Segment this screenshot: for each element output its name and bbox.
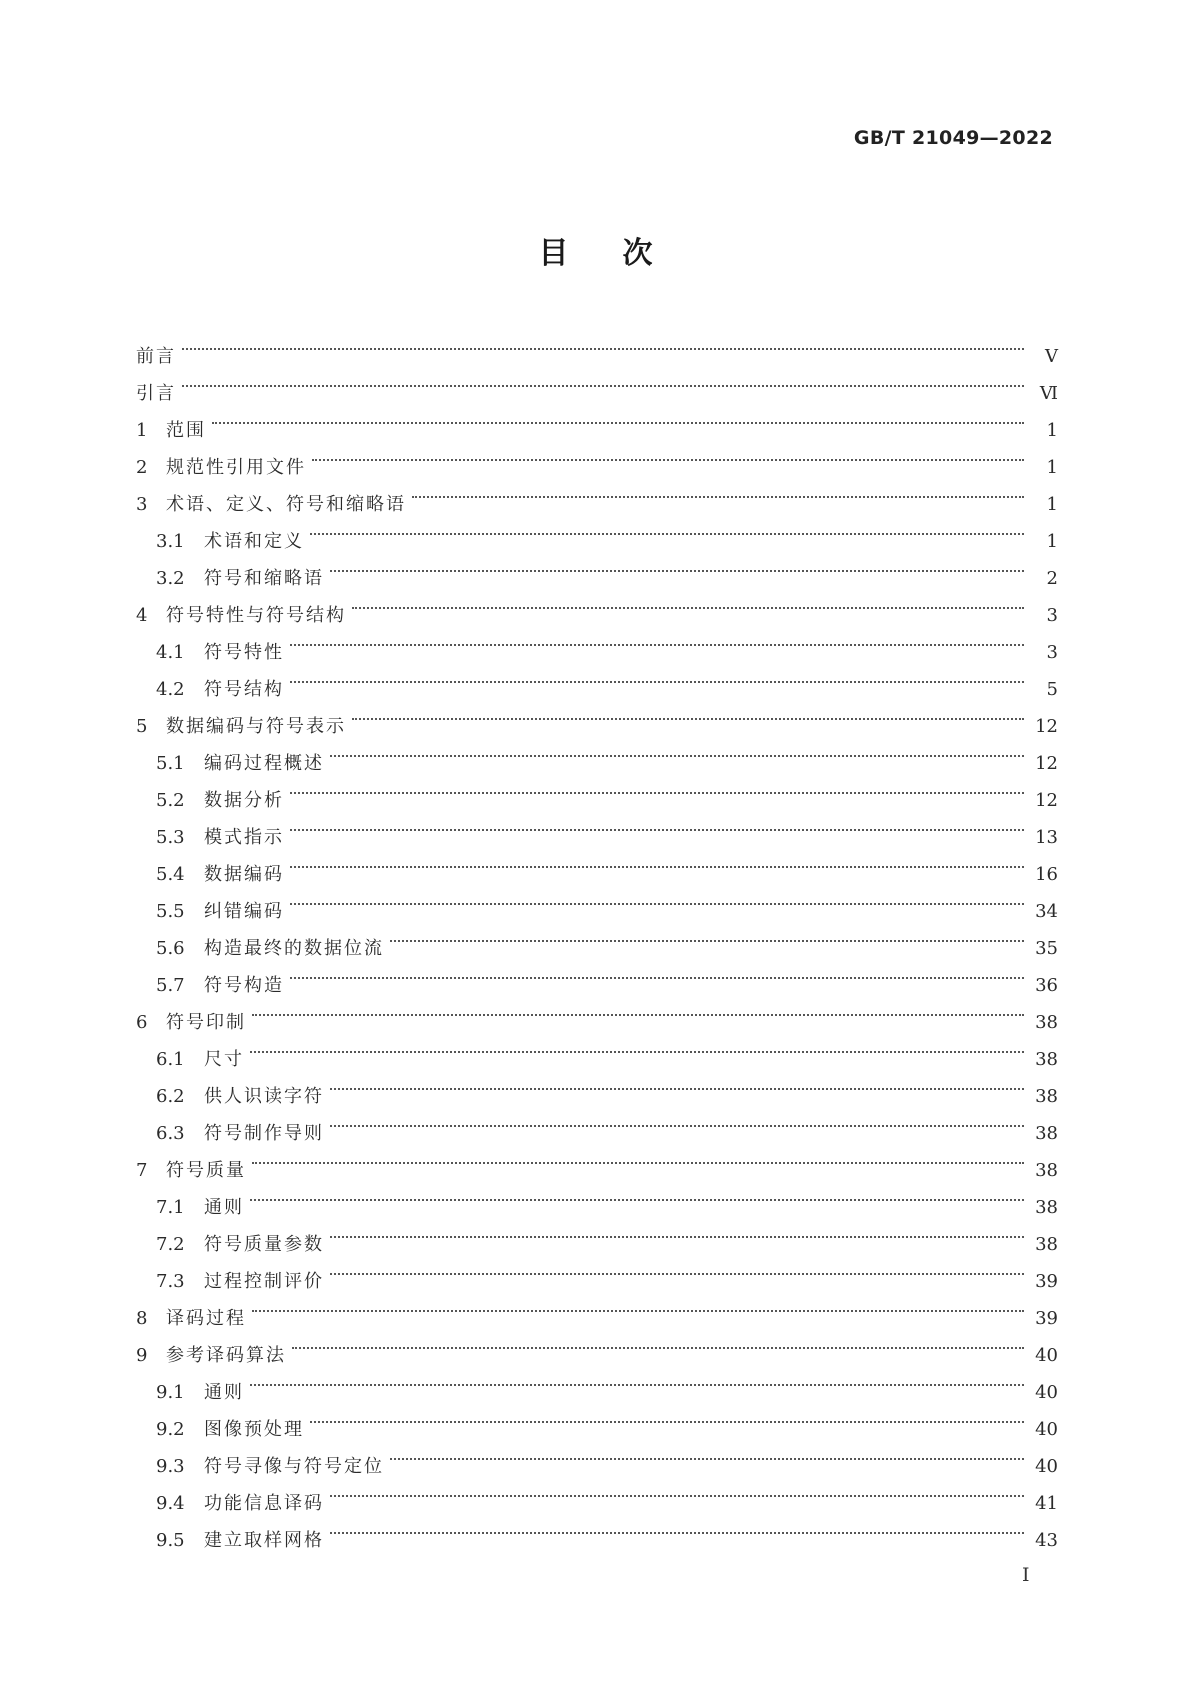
dot-leader xyxy=(252,991,1024,1028)
dot-leader xyxy=(352,584,1024,621)
toc-entry-page: 40 xyxy=(1035,1456,1058,1477)
toc-entry-label: 数据编码与符号表示 xyxy=(166,716,346,737)
toc-entry-page: Ⅴ xyxy=(1045,346,1058,367)
toc-entry[interactable] xyxy=(136,1324,1058,1366)
dot-leader xyxy=(330,1065,1024,1102)
toc-entry-page: 12 xyxy=(1035,716,1058,737)
toc-entry-label: 符号印制 xyxy=(166,1012,246,1033)
toc-entry-page: 38 xyxy=(1035,1160,1058,1181)
toc-entry-page: 43 xyxy=(1035,1530,1058,1551)
toc-entry-number: 5.3 xyxy=(156,827,185,848)
dot-leader xyxy=(250,1028,1024,1065)
toc-entry-page: 40 xyxy=(1035,1419,1058,1440)
toc-entry-page: 41 xyxy=(1035,1493,1058,1514)
toc-entry-label: 通则 xyxy=(204,1197,244,1218)
dot-leader xyxy=(330,1102,1024,1139)
toc-entry-number: 7.2 xyxy=(156,1234,185,1255)
toc-entry[interactable] xyxy=(136,399,1058,441)
toc-entry-label: 编码过程概述 xyxy=(204,753,324,774)
toc-entry-page: 34 xyxy=(1035,901,1058,922)
toc-entry-label: 前言 xyxy=(136,346,176,367)
toc-entry-page: 38 xyxy=(1035,1012,1058,1033)
toc-entry[interactable] xyxy=(136,325,1058,367)
toc-entry[interactable] xyxy=(136,436,1058,478)
toc-entry-label: 参考译码算法 xyxy=(166,1345,286,1366)
toc-entry-number: 7.1 xyxy=(156,1197,185,1218)
dot-leader xyxy=(290,806,1024,843)
toc-entry-page: 38 xyxy=(1035,1197,1058,1218)
toc-entry-page: 12 xyxy=(1035,753,1058,774)
dot-leader xyxy=(252,1139,1024,1176)
toc-entry-label: 符号特性与符号结构 xyxy=(166,605,346,626)
dot-leader xyxy=(390,917,1024,954)
toc-entry-page: 3 xyxy=(1046,642,1058,663)
toc-entry[interactable] xyxy=(136,1213,1058,1255)
dot-leader xyxy=(250,1176,1024,1213)
toc-entry-page: 16 xyxy=(1035,864,1058,885)
toc-entry-number: 9.3 xyxy=(156,1456,185,1477)
toc-entry-label: 纠错编码 xyxy=(204,901,284,922)
toc-entry-page: 38 xyxy=(1035,1234,1058,1255)
toc-entry-label: 符号结构 xyxy=(204,679,284,700)
toc-entry-label: 符号制作导则 xyxy=(204,1123,324,1144)
dot-leader xyxy=(292,1324,1024,1361)
dot-leader xyxy=(252,1287,1024,1324)
dot-leader xyxy=(312,436,1024,473)
toc-entry-number: 9.1 xyxy=(156,1382,185,1403)
toc-entry-number: 5.2 xyxy=(156,790,185,811)
toc-entry-label: 符号寻像与符号定位 xyxy=(204,1456,384,1477)
dot-leader xyxy=(290,621,1024,658)
toc-entry-label: 图像预处理 xyxy=(204,1419,304,1440)
toc-entry-page: 38 xyxy=(1035,1049,1058,1070)
toc-entry-page: 1 xyxy=(1046,494,1058,515)
toc-entry-label: 符号特性 xyxy=(204,642,284,663)
toc-entry[interactable] xyxy=(136,1065,1058,1107)
toc-entry-page: 5 xyxy=(1046,679,1058,700)
dot-leader xyxy=(330,1250,1024,1287)
dot-leader xyxy=(290,769,1024,806)
toc-entry-label: 供人识读字符 xyxy=(204,1086,324,1107)
toc-entry-number: 9.4 xyxy=(156,1493,185,1514)
toc-entry-page: 40 xyxy=(1035,1382,1058,1403)
toc-entry-number: 6.3 xyxy=(156,1123,185,1144)
dot-leader xyxy=(412,473,1024,510)
dot-leader xyxy=(290,658,1024,695)
dot-leader xyxy=(290,954,1024,991)
dot-leader xyxy=(290,843,1024,880)
toc-entry-number: 4 xyxy=(136,605,148,626)
toc-entry-page: 38 xyxy=(1035,1086,1058,1107)
toc-entry-number: 5.4 xyxy=(156,864,185,885)
toc-entry[interactable] xyxy=(136,1361,1058,1403)
toc-entry-number: 3 xyxy=(136,494,148,515)
toc-entry-number: 2 xyxy=(136,457,148,478)
toc-entry-label: 术语、定义、符号和缩略语 xyxy=(166,494,406,515)
dot-leader xyxy=(310,510,1024,547)
toc-entry-number: 5.6 xyxy=(156,938,185,959)
toc-entry-label: 建立取样网格 xyxy=(204,1530,324,1551)
toc-entry-number: 6.2 xyxy=(156,1086,185,1107)
toc-entry-label: 过程控制评价 xyxy=(204,1271,324,1292)
dot-leader xyxy=(310,1398,1024,1435)
toc-entry-label: 符号质量 xyxy=(166,1160,246,1181)
toc-entry-number: 5.1 xyxy=(156,753,185,774)
toc-entry-number: 9.5 xyxy=(156,1530,185,1551)
toc-entry-page: 3 xyxy=(1046,605,1058,626)
toc-entry[interactable] xyxy=(136,1287,1058,1329)
toc-entry-number: 1 xyxy=(136,420,148,441)
page-title: 目次 xyxy=(538,236,707,271)
toc-entry-number: 3.1 xyxy=(156,531,185,552)
toc-entry-page: Ⅵ xyxy=(1039,383,1058,404)
toc-entry-number: 6.1 xyxy=(156,1049,185,1070)
toc-entry-page: 40 xyxy=(1035,1345,1058,1366)
toc-entry-number: 7 xyxy=(136,1160,148,1181)
dot-leader xyxy=(182,325,1024,362)
toc-entry-page: 2 xyxy=(1046,568,1058,589)
toc-entry-number: 5.7 xyxy=(156,975,185,996)
toc-entry-label: 译码过程 xyxy=(166,1308,246,1329)
toc-entry[interactable] xyxy=(136,1139,1058,1181)
dot-leader xyxy=(330,732,1024,769)
toc-entry-label: 规范性引用文件 xyxy=(166,457,306,478)
table-of-contents xyxy=(136,325,1058,1551)
toc-entry-page: 13 xyxy=(1035,827,1058,848)
toc-entry-label: 范围 xyxy=(166,420,206,441)
toc-entry[interactable] xyxy=(136,1398,1058,1440)
dot-leader xyxy=(390,1435,1024,1472)
toc-entry[interactable] xyxy=(136,991,1058,1033)
toc-entry-page: 35 xyxy=(1035,938,1058,959)
dot-leader xyxy=(330,1213,1024,1250)
toc-entry-number: 8 xyxy=(136,1308,148,1329)
toc-entry-page: 1 xyxy=(1046,531,1058,552)
toc-entry-label: 功能信息译码 xyxy=(204,1493,324,1514)
toc-entry-label: 模式指示 xyxy=(204,827,284,848)
toc-entry-number: 5 xyxy=(136,716,148,737)
page-number: I xyxy=(1022,1564,1030,1586)
toc-entry-number: 3.2 xyxy=(156,568,185,589)
dot-leader xyxy=(290,880,1024,917)
toc-entry-number: 6 xyxy=(136,1012,148,1033)
toc-entry-page: 38 xyxy=(1035,1123,1058,1144)
toc-entry-page: 1 xyxy=(1046,420,1058,441)
toc-entry-label: 数据分析 xyxy=(204,790,284,811)
toc-entry-number: 7.3 xyxy=(156,1271,185,1292)
toc-entry-number: 5.5 xyxy=(156,901,185,922)
toc-entry-number: 4.2 xyxy=(156,679,185,700)
toc-entry-number: 9 xyxy=(136,1345,148,1366)
toc-entry-label: 符号质量参数 xyxy=(204,1234,324,1255)
toc-entry-label: 符号构造 xyxy=(204,975,284,996)
toc-entry-page: 36 xyxy=(1035,975,1058,996)
dot-leader xyxy=(212,399,1024,436)
toc-entry-page: 39 xyxy=(1035,1308,1058,1329)
toc-entry[interactable] xyxy=(136,1028,1058,1070)
toc-entry-label: 构造最终的数据位流 xyxy=(204,938,384,959)
toc-entry-label: 数据编码 xyxy=(204,864,284,885)
dot-leader xyxy=(352,695,1024,732)
standard-code: GB/T 21049—2022 xyxy=(853,127,1053,149)
toc-entry[interactable] xyxy=(136,362,1058,404)
dot-leader xyxy=(250,1361,1024,1398)
toc-entry-page: 39 xyxy=(1035,1271,1058,1292)
toc-entry-label: 术语和定义 xyxy=(204,531,304,552)
dot-leader xyxy=(330,1509,1024,1546)
toc-entry[interactable] xyxy=(136,1176,1058,1218)
toc-entry-label: 引言 xyxy=(136,383,176,404)
dot-leader xyxy=(330,547,1024,584)
dot-leader xyxy=(330,1472,1024,1509)
dot-leader xyxy=(182,362,1024,399)
toc-entry-label: 尺寸 xyxy=(204,1049,244,1070)
toc-entry-number: 9.2 xyxy=(156,1419,185,1440)
toc-entry-number: 4.1 xyxy=(156,642,185,663)
toc-entry-label: 符号和缩略语 xyxy=(204,568,324,589)
toc-entry-page: 12 xyxy=(1035,790,1058,811)
toc-entry-label: 通则 xyxy=(204,1382,244,1403)
toc-entry-page: 1 xyxy=(1046,457,1058,478)
